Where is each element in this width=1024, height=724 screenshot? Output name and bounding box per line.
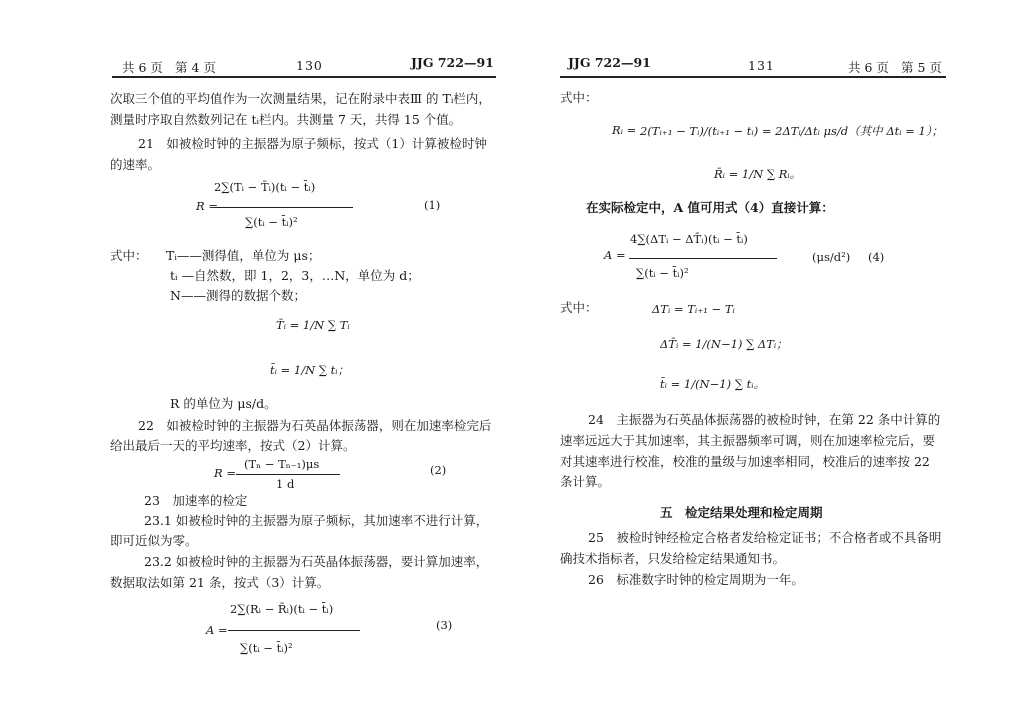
- where-label-left: 式中：: [110, 248, 148, 263]
- para-231a: 23.1 如被检时钟的主振器为原子频标，其加速率不进行计算，: [144, 513, 489, 528]
- right-total-pages: 共 6 页: [848, 60, 889, 75]
- para-232b: 数据取法如第 21 条，按式（3）计算。: [110, 575, 330, 590]
- r-unit-text: R 的单位为 μs/d。: [170, 396, 277, 411]
- left-page: 共 6 页 第 4 页 130 JJG 722—91 次取三个值的平均值作为一次测量结果，记在附录中表Ⅲ 的 Tᵢ栏内， 测量时序取自然数列记在 tᵢ栏内。共测量 7 天，共得 15 个值。 21 如被检时钟的主振器为原子频标，按式（1）计算被检时钟 的速率。 R = 2∑(Tᵢ − T̄ᵢ)(tᵢ − t̄ᵢ) ∑(tᵢ − t̄ᵢ)² (1) 式中： Tᵢ——测得值，单位为 μs； tᵢ —自然数，即 1，2，3，…N，单位为 d； N——测得的数据个数； T̄ᵢ = 1/N ∑ Tᵢ t̄ᵢ = 1/N ∑ tᵢ； R 的单位为 μs/d。 22 如被检时钟的主振器为石英晶体振荡器，则在加速率检完后 给出最后一天的平均速率，按式（2）计算。 R = (Tₙ − Tₙ₋₁)μs 1 d (2) 23 加速率的检定 23.1 如被检时钟的主振器为原子频标，其加速率不进行计算， 即可近似为零。 23.2 如被检时钟的主振器为石英晶体振荡器，要计算加速率， 数据取法如第 21 条，按式（3）计算。 A = 2∑(Rᵢ − R̄ᵢ)(tᵢ − t̄ᵢ) ∑(tᵢ − t̄ᵢ)² (3): [0, 0, 512, 724]
- right-standard-code: JJG 722—91: [568, 55, 651, 70]
- left-line-2: 测量时序取自然数列记在 tᵢ栏内。共测量 7 天，共得 15 个值。: [110, 112, 462, 127]
- ri-equation: 2(Tᵢ₊₁ − Tᵢ)/(tᵢ₊₁ − tᵢ) = 2ΔTᵢ/Δtᵢ μs/d（其中 Δtᵢ = 1）；: [640, 124, 944, 138]
- left-header-rule: [112, 76, 496, 78]
- para-22a: 22 如被检时钟的主振器为石英晶体振荡器，则在加速率检完后: [138, 418, 492, 433]
- right-page: JJG 722—91 131 共 6 页 第 5 页 式中： Rᵢ = 2(Tᵢ₊₁ − Tᵢ)/(tᵢ₊₁ − tᵢ) = 2ΔTᵢ/Δtᵢ μs/d（其中 Δtᵢ = 1）； R̄ᵢ = 1/N ∑ Rᵢ。 在实际检定中，A 值可用式（4）直接计算： A = 4∑(ΔTᵢ − ΔT̄ᵢ)(tᵢ − t̄ᵢ) ∑(tᵢ − t̄ᵢ)² (μs/d²) (4) 式中： ΔTᵢ = Tᵢ₊₁ − Tᵢ ΔT̄ᵢ = 1/(N−1) ∑ ΔTᵢ； t̄ᵢ = 1/(N−1) ∑ tᵢ。 24 主振器为石英晶体振荡器的被检时钟，在第 22 条中计算的 速率远远大于其加速率，其主振器频率可调，则在加速率检完后，要 对其速率进行校准，校准的量级与加速率相同，校准后的速率按 22 条计算。 五 检定结果处理和检定周期 25 被检时钟经检定合格者发给检定证书；不合格者或不具备明 确技术指标者，只发给检定结果通知书。 26 标准数字时钟的检定周期为一年。: [512, 0, 1024, 724]
- para-24b: 速率远远大于其加速率，其主振器频率可调，则在加速率检完后，要: [560, 433, 936, 448]
- eq2-label: (2): [430, 463, 447, 477]
- intro-eq4: 在实际检定中，A 值可用式（4）直接计算：: [586, 200, 834, 215]
- para-231b: 即可近似为零。: [110, 533, 198, 548]
- eq4-unit: (μs/d²): [812, 250, 851, 264]
- eq3-label: (3): [436, 618, 453, 632]
- tbar2-equation: t̄ᵢ = 1/N ∑ tᵢ；: [270, 363, 350, 377]
- eq4-label: (4): [868, 250, 885, 264]
- right-header-rule: [560, 76, 946, 78]
- para-23: 23 加速率的检定: [144, 493, 248, 508]
- left-page-number: 第 4 页: [175, 60, 216, 75]
- where-label-right-2: 式中：: [560, 300, 598, 315]
- where-item-2: tᵢ —自然数，即 1，2，3，…N，单位为 d；: [170, 268, 420, 283]
- para-24d: 条计算。: [560, 474, 611, 489]
- right-folio: 131: [748, 58, 775, 73]
- delta-t-equation: ΔTᵢ = Tᵢ₊₁ − Tᵢ: [652, 302, 735, 316]
- tbar-equation: T̄ᵢ = 1/N ∑ Tᵢ: [276, 318, 350, 332]
- para-24a: 24 主振器为石英晶体振荡器的被检时钟，在第 22 条中计算的: [588, 412, 941, 427]
- section-heading-5: 五 检定结果处理和检定周期: [660, 505, 823, 520]
- left-standard-code: JJG 722—91: [411, 55, 494, 70]
- para-24c: 对其速率进行校准，校准的量级与加速率相同，校准后的速率按 22: [560, 454, 930, 469]
- left-total-pages: 共 6 页: [122, 60, 163, 75]
- para-25a: 25 被检时钟经检定合格者发给检定证书；不合格者或不具备明: [588, 530, 942, 545]
- eq4-numerator: 4∑(ΔTᵢ − ΔT̄ᵢ)(tᵢ − t̄ᵢ): [630, 232, 748, 246]
- where-item-3: N——测得的数据个数；: [170, 288, 306, 303]
- para-22b: 给出最后一天的平均速率，按式（2）计算。: [110, 438, 356, 453]
- left-line-4: 的速率。: [110, 157, 161, 172]
- eq2-numerator: (Tₙ − Tₙ₋₁)μs: [244, 457, 320, 471]
- left-folio: 130: [296, 58, 323, 73]
- para-232a: 23.2 如被检时钟的主振器为石英晶体振荡器，要计算加速率，: [144, 554, 489, 569]
- eq1-label: (1): [424, 198, 441, 212]
- eq3-numerator: 2∑(Rᵢ − R̄ᵢ)(tᵢ − t̄ᵢ): [230, 602, 334, 616]
- right-page-number: 第 5 页: [901, 60, 942, 75]
- eq3-denominator: ∑(tᵢ − t̄ᵢ)²: [240, 641, 293, 655]
- eq2-denominator: 1 d: [276, 477, 295, 491]
- where-item-1: Tᵢ——测得值，单位为 μs；: [166, 248, 321, 263]
- tbar-right-equation: t̄ᵢ = 1/(N−1) ∑ tᵢ。: [660, 377, 766, 391]
- left-line-3: 21 如被检时钟的主振器为原子频标，按式（1）计算被检时钟: [138, 136, 487, 151]
- para-26: 26 标准数字时钟的检定周期为一年。: [588, 572, 804, 587]
- eq1-denominator: ∑(tᵢ − t̄ᵢ)²: [245, 215, 298, 229]
- rbar-equation: R̄ᵢ = 1/N ∑ Rᵢ。: [714, 167, 802, 181]
- left-line-1: 次取三个值的平均值作为一次测量结果，记在附录中表Ⅲ 的 Tᵢ栏内，: [110, 91, 491, 106]
- where-label-right: 式中：: [560, 90, 598, 105]
- eq1-numerator: 2∑(Tᵢ − T̄ᵢ)(tᵢ − t̄ᵢ): [214, 180, 316, 194]
- delta-tbar-equation: ΔT̄ᵢ = 1/(N−1) ∑ ΔTᵢ；: [660, 337, 788, 351]
- eq4-denominator: ∑(tᵢ − t̄ᵢ)²: [636, 266, 689, 280]
- para-25b: 确技术指标者，只发给检定结果通知书。: [560, 551, 786, 566]
